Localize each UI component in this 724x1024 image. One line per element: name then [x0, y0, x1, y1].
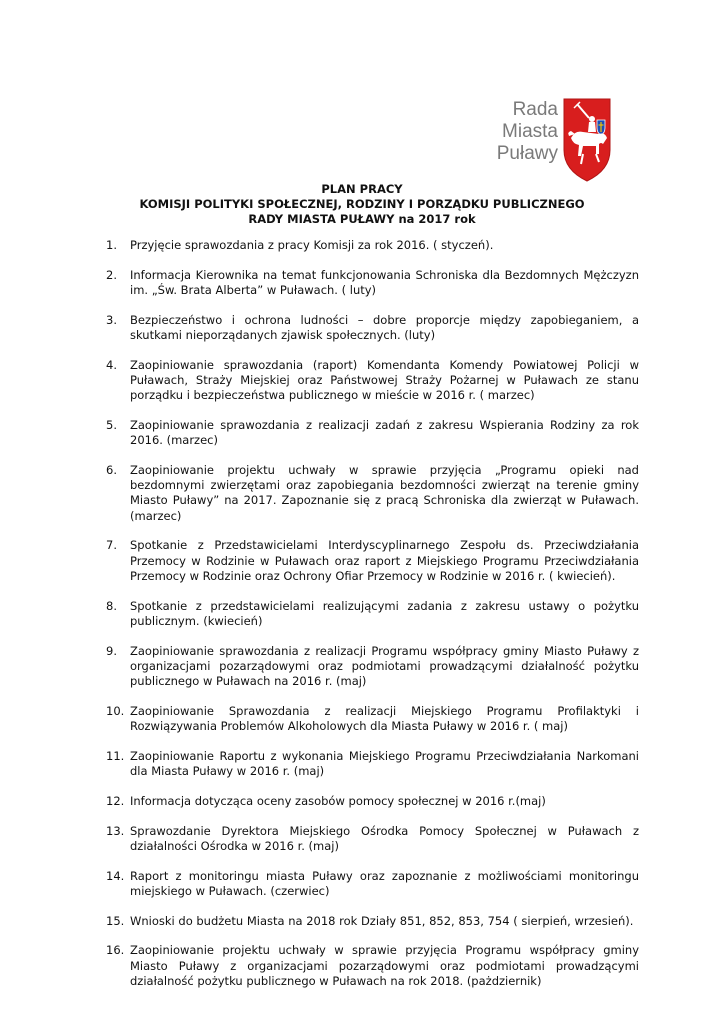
list-item: [106, 914, 639, 929]
list-item: [106, 358, 639, 404]
list-item: [106, 538, 639, 584]
item-text: Zaopiniowanie sprawozdania (raport) Komendanta Komendy Powiatowej Policji w Puławach, Straży Miejskiej oraz Państwowej Straży Pożarnej w Puławach ze stanu porządku i bezpieczeństwa publicznego w mieście w 2016 r. ( marzec): [130, 357, 639, 403]
item-number: 15.: [106, 913, 125, 928]
work-plan-list: [106, 238, 639, 1004]
coat-of-arms-icon: [563, 98, 611, 182]
item-text: Spotkanie z przedstawicielami realizującymi zadania z zakresu ustawy o pożytku publicznym. (kwiecień): [130, 598, 639, 628]
list-item: [106, 644, 639, 690]
item-number: 6.: [106, 463, 117, 477]
list-item: [106, 794, 639, 809]
list-item: [106, 824, 639, 854]
item-text: Zaopiniowanie projektu uchwały w sprawie przyjęcia Programu współpracy gminy Miasto Puławy z organizacjami pozarządowymi oraz podmiotami prowadzącymi działalność pożytku publicznego w Puławach na rok 2018. (pażdziernik): [130, 943, 639, 988]
list-item: [106, 749, 639, 779]
item-text: Wnioski do budżetu Miasta na 2018 rok Działy 851, 852, 853, 754 ( sierpień, wrzesień).: [130, 913, 634, 928]
item-text: Zaopiniowanie projektu uchwały w sprawie przyjęcia „Programu opieki nad bezdomnymi zwierzętami oraz zapobiegania bezdomności zwierząt na terenie gminy Miasto Puławy” na 2017. Zapoznanie się z pracą Schroniska dla zwierząt w Puławach. (marzec): [130, 463, 639, 523]
item-number: 9.: [106, 643, 117, 658]
list-item: [106, 418, 639, 448]
item-number: 13.: [106, 823, 125, 838]
item-number: 10.: [106, 703, 125, 718]
item-number: 7.: [106, 538, 117, 553]
item-text: Przyjęcie sprawozdania z pracy Komisji za rok 2016. ( styczeń).: [130, 238, 494, 252]
council-name-line1: Rada Miasta: [502, 99, 558, 142]
council-name: [454, 99, 558, 165]
list-item: [106, 943, 639, 989]
item-number: 1.: [106, 238, 117, 252]
item-number: 14.: [106, 868, 125, 883]
item-text: Spotkanie z Przedstawicielami Interdyscyplinarnego Zespołu ds. Przeciwdziałania Przemocy w Rodzinie w Puławach oraz raport z Miejskiego Programu Przeciwdziałania Przemocy w Rodzinie oraz Ochrony Ofiar Przemocy w Rodzinie w 2016 r. ( kwiecień).: [130, 538, 639, 583]
list-item: [106, 313, 639, 343]
list-item: [106, 268, 639, 298]
list-item: [106, 463, 639, 524]
list-item: [106, 704, 639, 734]
list-item: [106, 869, 639, 899]
item-number: 16.: [106, 943, 125, 958]
council-name-line2: Puławy: [496, 143, 558, 164]
item-number: 4.: [106, 357, 117, 372]
item-text: Informacja Kierownika na temat funkcjonowania Schroniska dla Bezdomnych Mężczyzn im. „Św. Brata Alberta” w Puławach. ( luty): [130, 267, 639, 297]
item-number: 5.: [106, 418, 117, 432]
item-number: 3.: [106, 312, 117, 327]
item-number: 8.: [106, 598, 117, 613]
item-number: 12.: [106, 793, 125, 808]
list-item: [106, 599, 639, 629]
title-line2: KOMISJI POLITYKI SPOŁECZNEJ, RODZINY I PORZĄDKU PUBLICZNEGO: [139, 197, 585, 211]
item-text: Informacja dotycząca oceny zasobów pomocy społecznej w 2016 r.(maj): [130, 793, 546, 808]
item-text: Raport z monitoringu miasta Puławy oraz zapoznanie z możliwościami monitoringu miejskiego w Puławach. (czerwiec): [130, 868, 639, 898]
letterhead: [450, 98, 650, 188]
title-line1: PLAN PRACY: [321, 182, 403, 196]
title-line3: RADY MIASTA PUŁAWY na 2017 rok: [248, 212, 476, 226]
item-text: Zaopiniowanie sprawozdania z realizacji zadań z zakresu Wspierania Rodziny za rok 2016. (marzec): [130, 418, 639, 448]
list-item: [106, 238, 639, 253]
item-text: Sprawozdanie Dyrektora Miejskiego Ośrodka Pomocy Społecznej w Puławach z działalności Ośrodka w 2016 r. (maj): [130, 823, 639, 853]
item-text: Zaopiniowanie Raportu z wykonania Miejskiego Programu Przeciwdziałania Narkomani dla Miasta Puławy w 2016 r. (maj): [130, 748, 639, 779]
item-text: Zaopiniowanie sprawozdania z realizacji Programu współpracy gminy Miasto Puławy z organizacjami pozarządowymi oraz podmiotami prowadzącymi działalność pożytku publicznego w Puławach na 2016 r. (maj): [130, 643, 639, 689]
document-title: [0, 182, 724, 227]
item-text: Bezpieczeństwo i ochrona ludności – dobre proporcje między zapobieganiem, a skutkami nieporządanych zjawisk społecznych. (luty): [130, 312, 639, 342]
item-number: 11.: [106, 748, 125, 763]
item-text: Zaopiniowanie Sprawozdania z realizacji Miejskiego Programu Profilaktyki i Rozwiązywania Problemów Alkoholowych dla Miasta Puławy w 2016 r. ( maj): [130, 703, 639, 734]
item-number: 2.: [106, 267, 117, 282]
